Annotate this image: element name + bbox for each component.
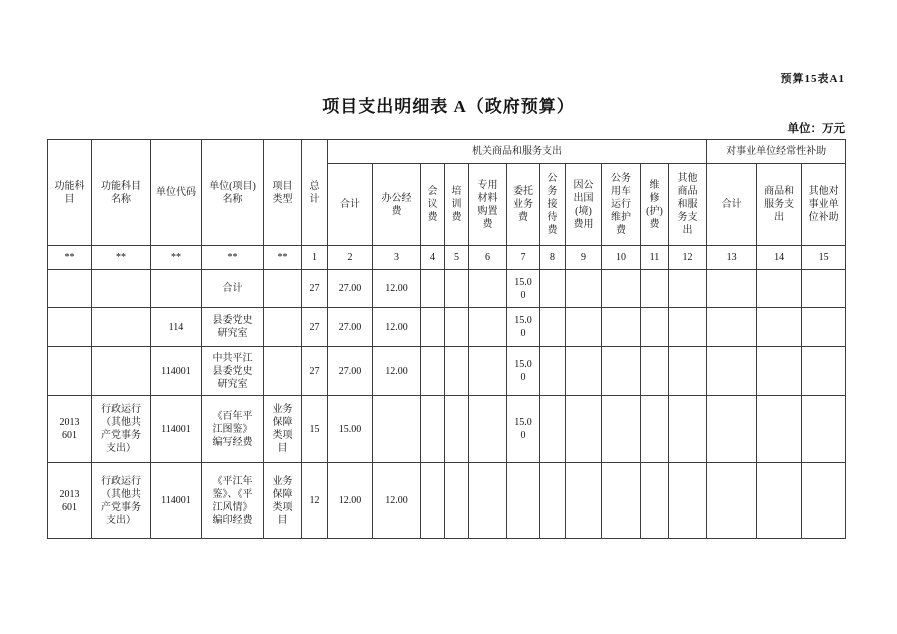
- cell: [602, 308, 641, 347]
- cell: 27: [302, 308, 328, 347]
- column-header: 单位(项目)名称: [202, 140, 264, 246]
- cell: 15.00: [507, 396, 540, 463]
- cell: 114001: [151, 463, 202, 539]
- cell: [92, 270, 151, 308]
- column-header: 其他对事业单位补助: [802, 164, 846, 246]
- column-header: 功能科目名称: [92, 140, 151, 246]
- column-number: **: [202, 246, 264, 270]
- cell: [602, 347, 641, 396]
- cell: [540, 347, 566, 396]
- cell: [469, 347, 507, 396]
- column-number: 13: [707, 246, 757, 270]
- budget-table: [47, 139, 846, 539]
- page-title: 项目支出明细表 A（政府预算）: [322, 97, 575, 116]
- cell: [566, 270, 602, 308]
- cell: [264, 308, 302, 347]
- cell: [566, 396, 602, 463]
- cell: 《平江年鉴》、《平江风情》编印经费: [202, 463, 264, 539]
- column-number: 10: [602, 246, 641, 270]
- cell: [540, 308, 566, 347]
- cell: [802, 270, 846, 308]
- cell: 15: [302, 396, 328, 463]
- column-number: **: [92, 246, 151, 270]
- cell: [641, 396, 669, 463]
- column-header: 总计: [302, 140, 328, 246]
- cell: [540, 463, 566, 539]
- cell: [802, 463, 846, 539]
- cell: [669, 463, 707, 539]
- cell: 业务保障类项目: [264, 463, 302, 539]
- cell: 业务保障类项目: [264, 396, 302, 463]
- column-header: 培训费: [445, 164, 469, 246]
- cell: [566, 463, 602, 539]
- cell: [421, 396, 445, 463]
- cell: 2013601: [48, 396, 92, 463]
- cell: [602, 463, 641, 539]
- column-number-row: [48, 246, 846, 270]
- cell: [92, 308, 151, 347]
- cell: [802, 396, 846, 463]
- column-number: **: [264, 246, 302, 270]
- table-row: [48, 463, 846, 539]
- cell: [669, 396, 707, 463]
- column-number: 6: [469, 246, 507, 270]
- cell: [757, 463, 802, 539]
- cell: [469, 463, 507, 539]
- cell: [469, 396, 507, 463]
- cell: [421, 347, 445, 396]
- cell: [757, 308, 802, 347]
- column-group-header: 对事业单位经常性补助: [707, 140, 846, 164]
- cell: [151, 270, 202, 308]
- cell: [707, 463, 757, 539]
- cell: [757, 270, 802, 308]
- column-number: 7: [507, 246, 540, 270]
- column-header: 功能科目: [48, 140, 92, 246]
- column-header: 单位代码: [151, 140, 202, 246]
- cell: 15.00: [328, 396, 373, 463]
- column-header: 项目类型: [264, 140, 302, 246]
- cell: [421, 308, 445, 347]
- column-header: 公务用车运行维护费: [602, 164, 641, 246]
- cell: 中共平江县委党史研究室: [202, 347, 264, 396]
- cell: 12.00: [373, 308, 421, 347]
- cell: [566, 347, 602, 396]
- cell: 15.00: [507, 308, 540, 347]
- cell: [707, 270, 757, 308]
- column-header: 专用材料购置费: [469, 164, 507, 246]
- cell: [641, 347, 669, 396]
- column-number: 2: [328, 246, 373, 270]
- cell: [802, 347, 846, 396]
- column-number: **: [48, 246, 92, 270]
- cell: [92, 347, 151, 396]
- header-group-row: [48, 140, 846, 164]
- cell: [602, 270, 641, 308]
- cell: 27: [302, 347, 328, 396]
- cell: [802, 308, 846, 347]
- cell: 27: [302, 270, 328, 308]
- column-header: 商品和服务支出: [757, 164, 802, 246]
- column-header: 其他商品和服务支出: [669, 164, 707, 246]
- cell: [540, 396, 566, 463]
- column-number: 8: [540, 246, 566, 270]
- cell: [445, 270, 469, 308]
- cell: [445, 396, 469, 463]
- column-header: 合计: [328, 164, 373, 246]
- column-number: 15: [802, 246, 846, 270]
- cell: [48, 270, 92, 308]
- cell: [641, 463, 669, 539]
- cell: [421, 270, 445, 308]
- cell: [757, 347, 802, 396]
- cell: 2013601: [48, 463, 92, 539]
- cell: 合计: [202, 270, 264, 308]
- table-row: [48, 308, 846, 347]
- column-number: 4: [421, 246, 445, 270]
- column-header: 办公经费: [373, 164, 421, 246]
- cell: [540, 270, 566, 308]
- column-header: 委托业务费: [507, 164, 540, 246]
- cell: 12: [302, 463, 328, 539]
- column-number: 5: [445, 246, 469, 270]
- cell: [707, 347, 757, 396]
- cell: 27.00: [328, 270, 373, 308]
- cell: 行政运行（其他共产党事务支出）: [92, 463, 151, 539]
- doc-reference: 预算15表A1: [780, 73, 845, 85]
- cell: [566, 308, 602, 347]
- cell: [669, 270, 707, 308]
- column-header: 合计: [707, 164, 757, 246]
- column-number: 11: [641, 246, 669, 270]
- cell: 12.00: [373, 347, 421, 396]
- cell: [445, 308, 469, 347]
- column-header: 公务接待费: [540, 164, 566, 246]
- cell: [264, 347, 302, 396]
- column-header: 会议费: [421, 164, 445, 246]
- cell: [264, 270, 302, 308]
- cell: [507, 463, 540, 539]
- cell: [445, 347, 469, 396]
- cell: 15.00: [507, 270, 540, 308]
- column-number: 14: [757, 246, 802, 270]
- cell: 12.00: [373, 270, 421, 308]
- cell: [48, 308, 92, 347]
- cell: 27.00: [328, 308, 373, 347]
- column-number: 1: [302, 246, 328, 270]
- cell: [707, 396, 757, 463]
- column-header: 因公出国(境)费用: [566, 164, 602, 246]
- cell: 12.00: [328, 463, 373, 539]
- table-row: [48, 396, 846, 463]
- cell: [641, 308, 669, 347]
- column-header: 维修(护)费: [641, 164, 669, 246]
- cell: 15.00: [507, 347, 540, 396]
- cell: [757, 396, 802, 463]
- column-number: 3: [373, 246, 421, 270]
- cell: [48, 347, 92, 396]
- cell: 114001: [151, 396, 202, 463]
- cell: 县委党史研究室: [202, 308, 264, 347]
- cell: 12.00: [373, 463, 421, 539]
- cell: [602, 396, 641, 463]
- cell: [373, 396, 421, 463]
- cell: [445, 463, 469, 539]
- table-row: [48, 270, 846, 308]
- cell: 114001: [151, 347, 202, 396]
- cell: [669, 308, 707, 347]
- cell: 《百年平江图鉴》编写经费: [202, 396, 264, 463]
- column-number: **: [151, 246, 202, 270]
- unit-note: 单位：万元: [787, 123, 845, 135]
- column-number: 12: [669, 246, 707, 270]
- column-group-header: 机关商品和服务支出: [328, 140, 707, 164]
- table-row: [48, 347, 846, 396]
- cell: [669, 347, 707, 396]
- cell: 114: [151, 308, 202, 347]
- cell: 27.00: [328, 347, 373, 396]
- cell: [641, 270, 669, 308]
- column-number: 9: [566, 246, 602, 270]
- cell: [469, 308, 507, 347]
- cell: [707, 308, 757, 347]
- cell: 行政运行（其他共产党事务支出）: [92, 396, 151, 463]
- cell: [469, 270, 507, 308]
- cell: [421, 463, 445, 539]
